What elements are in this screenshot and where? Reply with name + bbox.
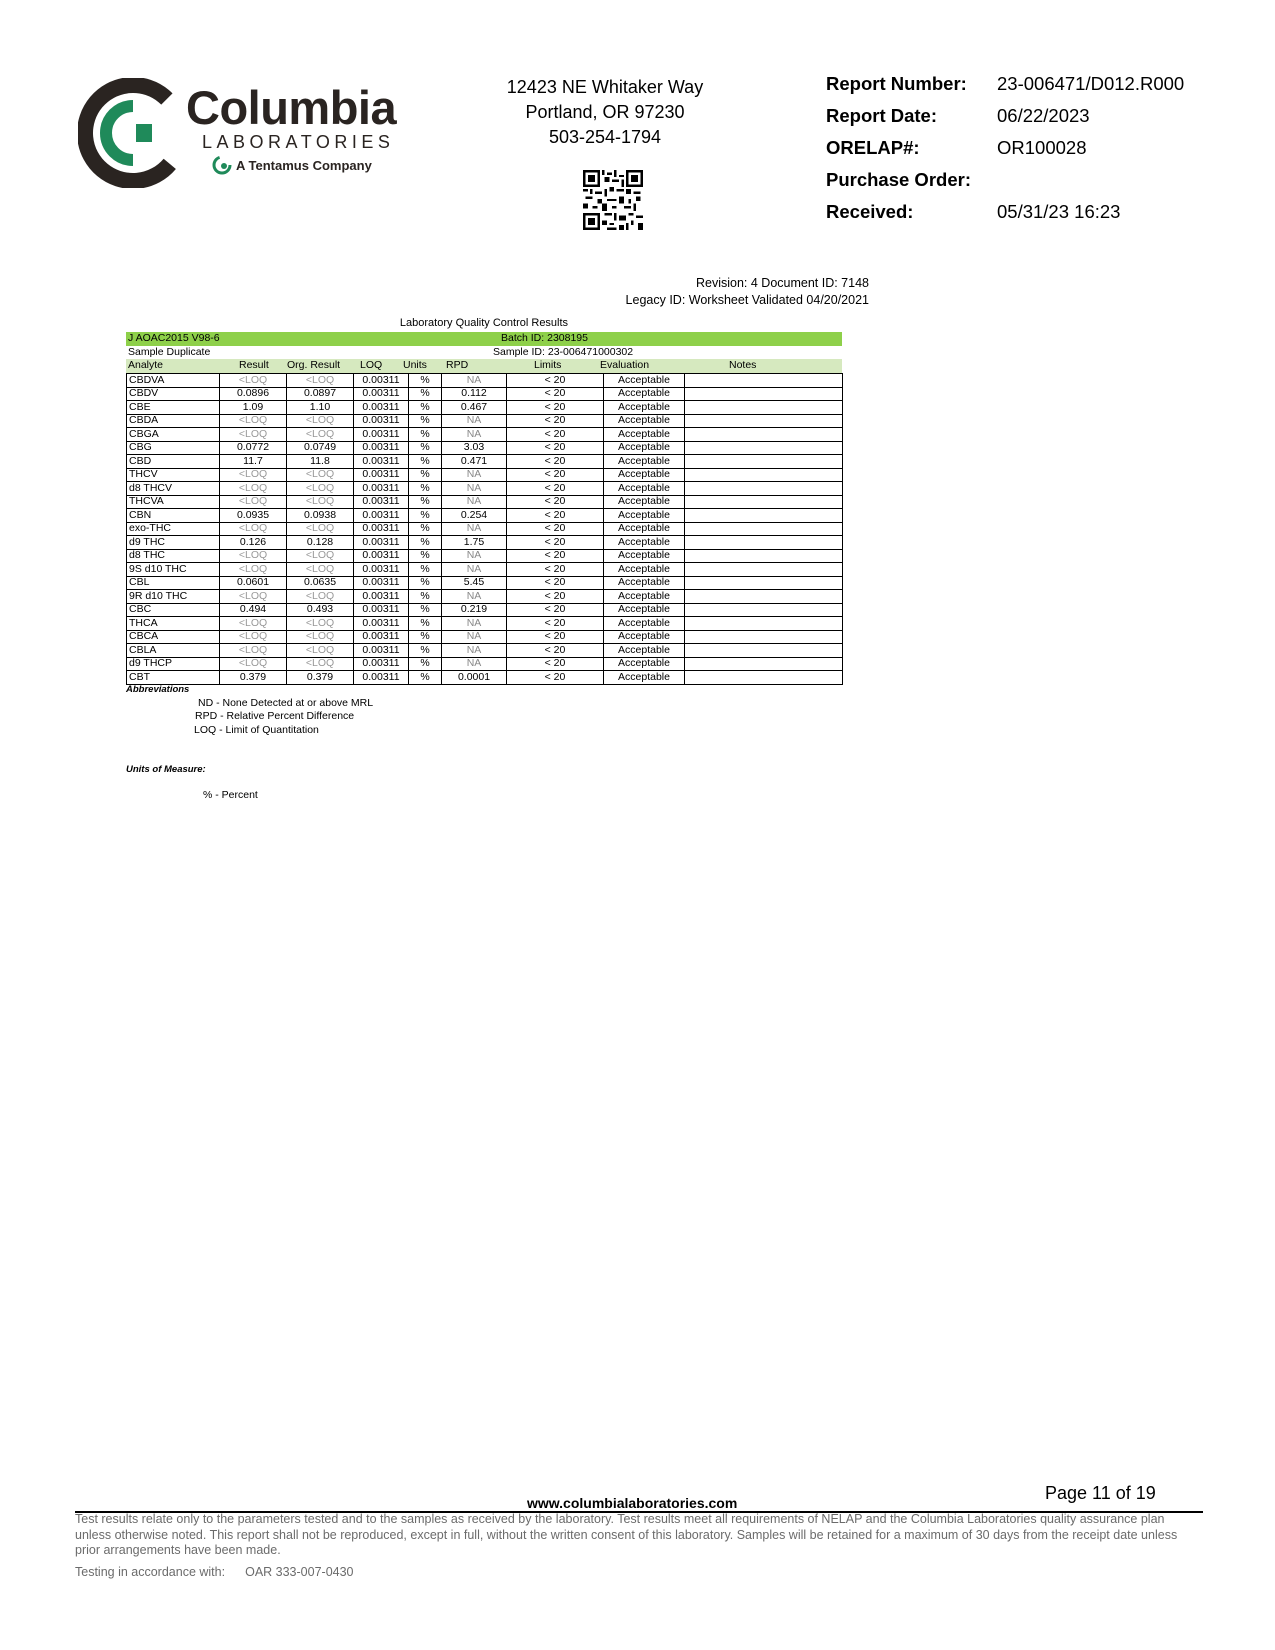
page-number: Page 11 of 19 xyxy=(1045,1483,1156,1503)
qc-cell-rpd: NA xyxy=(442,482,507,496)
qc-cell-org-result: 0.0749 xyxy=(287,441,354,455)
qc-cell-loq: 0.00311 xyxy=(354,630,409,644)
report-info-label: Report Number: xyxy=(826,73,967,94)
qc-cell-analyte: CBCA xyxy=(127,630,220,644)
qc-cell-result: <LOQ xyxy=(220,468,287,482)
qc-cell-units: % xyxy=(409,536,442,550)
qc-cell-org-result: <LOQ xyxy=(287,644,354,658)
qc-cell-notes xyxy=(685,644,843,658)
qc-cell-org-result: 1.10 xyxy=(287,401,354,415)
qc-cell-analyte: CBC xyxy=(127,603,220,617)
qc-cell-rpd: NA xyxy=(442,414,507,428)
testing-accordance xyxy=(75,1565,354,1579)
qc-cell-org-result: 11.8 xyxy=(287,455,354,469)
qc-cell-analyte: CBT xyxy=(127,671,220,685)
qc-cell-loq: 0.00311 xyxy=(354,482,409,496)
qc-cell-notes xyxy=(685,387,843,401)
table-row xyxy=(127,414,843,428)
qc-cell-org-result: <LOQ xyxy=(287,563,354,577)
qc-cell-notes xyxy=(685,522,843,536)
qc-cell-loq: 0.00311 xyxy=(354,414,409,428)
qc-column-header: Limits xyxy=(534,359,562,371)
qc-cell-limits: < 20 xyxy=(507,644,604,658)
qc-cell-limits: < 20 xyxy=(507,563,604,577)
qc-cell-notes xyxy=(685,671,843,685)
qc-cell-result: 11.7 xyxy=(220,455,287,469)
table-row xyxy=(127,644,843,658)
qc-cell-notes xyxy=(685,630,843,644)
qc-cell-limits: < 20 xyxy=(507,630,604,644)
qc-method: J AOAC2015 V98-6 xyxy=(128,332,220,344)
qc-cell-limits: < 20 xyxy=(507,549,604,563)
qc-cell-notes xyxy=(685,563,843,577)
qc-cell-analyte: CBDVA xyxy=(127,374,220,388)
website-link[interactable]: www.columbialaboratories.com xyxy=(527,1495,738,1511)
qc-cell-limits: < 20 xyxy=(507,428,604,442)
qc-cell-notes xyxy=(685,414,843,428)
qc-cell-notes xyxy=(685,374,843,388)
qc-cell-org-result: <LOQ xyxy=(287,630,354,644)
report-info-label: Received: xyxy=(826,201,914,222)
qc-column-header: Units xyxy=(403,359,427,371)
qc-cell-loq: 0.00311 xyxy=(354,509,409,523)
qc-cell-evaluation: Acceptable xyxy=(604,590,685,604)
qc-cell-org-result: 0.0938 xyxy=(287,509,354,523)
qc-cell-units: % xyxy=(409,590,442,604)
qc-cell-rpd: NA xyxy=(442,617,507,631)
qc-cell-rpd: NA xyxy=(442,495,507,509)
qc-cell-units: % xyxy=(409,455,442,469)
qc-cell-limits: < 20 xyxy=(507,455,604,469)
lab-address xyxy=(470,75,740,150)
table-row xyxy=(127,468,843,482)
qc-cell-analyte: CBG xyxy=(127,441,220,455)
qc-cell-org-result: <LOQ xyxy=(287,522,354,536)
qc-cell-units: % xyxy=(409,522,442,536)
table-row xyxy=(127,509,843,523)
qc-cell-notes xyxy=(685,549,843,563)
qc-cell-evaluation: Acceptable xyxy=(604,576,685,590)
testing-reference: OAR 333-007-0430 xyxy=(245,1565,354,1579)
testing-label: Testing in accordance with: xyxy=(75,1565,226,1579)
qc-cell-loq: 0.00311 xyxy=(354,576,409,590)
qc-cell-notes xyxy=(685,657,843,671)
qc-cell-evaluation: Acceptable xyxy=(604,509,685,523)
logo-name: Columbia xyxy=(186,81,397,134)
qc-cell-analyte: CBN xyxy=(127,509,220,523)
qc-cell-loq: 0.00311 xyxy=(354,468,409,482)
qc-cell-limits: < 20 xyxy=(507,603,604,617)
qc-cell-evaluation: Acceptable xyxy=(604,644,685,658)
qc-cell-loq: 0.00311 xyxy=(354,536,409,550)
qc-cell-notes xyxy=(685,617,843,631)
table-row xyxy=(127,401,843,415)
table-row xyxy=(127,657,843,671)
qc-column-header: LOQ xyxy=(360,359,383,371)
qc-cell-org-result: <LOQ xyxy=(287,482,354,496)
qc-column-headers xyxy=(126,359,842,373)
qc-cell-units: % xyxy=(409,576,442,590)
qc-cell-evaluation: Acceptable xyxy=(604,495,685,509)
qc-cell-limits: < 20 xyxy=(507,590,604,604)
qc-cell-limits: < 20 xyxy=(507,374,604,388)
columbia-logo-icon xyxy=(78,78,188,188)
qc-cell-rpd: 0.0001 xyxy=(442,671,507,685)
qc-cell-notes xyxy=(685,428,843,442)
qc-cell-result: <LOQ xyxy=(220,482,287,496)
qc-cell-evaluation: Acceptable xyxy=(604,428,685,442)
qc-cell-rpd: NA xyxy=(442,563,507,577)
qc-cell-org-result: <LOQ xyxy=(287,590,354,604)
address-line-2: Portland, OR 97230 xyxy=(525,102,685,122)
qc-cell-limits: < 20 xyxy=(507,576,604,590)
qc-cell-loq: 0.00311 xyxy=(354,387,409,401)
table-row xyxy=(127,428,843,442)
qc-cell-loq: 0.00311 xyxy=(354,455,409,469)
qc-cell-analyte: CBDA xyxy=(127,414,220,428)
qc-cell-loq: 0.00311 xyxy=(354,644,409,658)
report-info-value: 23-006471/D012.R000 xyxy=(997,73,1185,94)
qc-cell-limits: < 20 xyxy=(507,441,604,455)
table-row xyxy=(127,576,843,590)
table-row xyxy=(127,549,843,563)
qc-cell-units: % xyxy=(409,509,442,523)
qc-cell-notes xyxy=(685,468,843,482)
qc-cell-evaluation: Acceptable xyxy=(604,657,685,671)
qc-column-header: Org. Result xyxy=(287,359,341,371)
qc-method-band xyxy=(126,332,842,346)
report-info-label: ORELAP#: xyxy=(826,137,920,158)
qc-cell-result: 0.126 xyxy=(220,536,287,550)
qc-cell-limits: < 20 xyxy=(507,468,604,482)
qc-cell-loq: 0.00311 xyxy=(354,374,409,388)
qc-cell-rpd: NA xyxy=(442,644,507,658)
logo-tagline-text: A Tentamus Company xyxy=(236,157,372,173)
qc-cell-notes xyxy=(685,401,843,415)
qc-cell-units: % xyxy=(409,482,442,496)
qc-cell-evaluation: Acceptable xyxy=(604,563,685,577)
qc-results-table xyxy=(126,373,843,685)
qc-cell-result: <LOQ xyxy=(220,590,287,604)
qc-cell-units: % xyxy=(409,428,442,442)
qc-cell-evaluation: Acceptable xyxy=(604,468,685,482)
qc-cell-loq: 0.00311 xyxy=(354,603,409,617)
logo-tagline xyxy=(212,155,372,175)
qc-cell-limits: < 20 xyxy=(507,495,604,509)
qc-cell-result: 0.494 xyxy=(220,603,287,617)
abbreviation-nd: ND - None Detected at or above MRL xyxy=(198,697,374,709)
qc-cell-loq: 0.00311 xyxy=(354,671,409,685)
qc-cell-notes xyxy=(685,576,843,590)
qc-cell-result: <LOQ xyxy=(220,428,287,442)
qc-cell-result: <LOQ xyxy=(220,563,287,577)
qc-cell-org-result: <LOQ xyxy=(287,468,354,482)
report-info-value: OR100028 xyxy=(997,137,1087,158)
qc-cell-limits: < 20 xyxy=(507,671,604,685)
qc-cell-limits: < 20 xyxy=(507,509,604,523)
qc-cell-result: <LOQ xyxy=(220,644,287,658)
table-row xyxy=(127,387,843,401)
qc-cell-evaluation: Acceptable xyxy=(604,671,685,685)
qc-cell-rpd: NA xyxy=(442,657,507,671)
qc-cell-result: 0.379 xyxy=(220,671,287,685)
qc-cell-analyte: CBL xyxy=(127,576,220,590)
qc-cell-result: <LOQ xyxy=(220,522,287,536)
qc-cell-loq: 0.00311 xyxy=(354,441,409,455)
qc-cell-units: % xyxy=(409,414,442,428)
qc-cell-org-result: <LOQ xyxy=(287,617,354,631)
qc-cell-analyte: d8 THCV xyxy=(127,482,220,496)
table-row xyxy=(127,536,843,550)
qc-cell-limits: < 20 xyxy=(507,617,604,631)
qc-cell-units: % xyxy=(409,495,442,509)
qc-cell-result: 0.0935 xyxy=(220,509,287,523)
table-row xyxy=(127,522,843,536)
qc-cell-rpd: NA xyxy=(442,590,507,604)
qc-cell-result: 1.09 xyxy=(220,401,287,415)
qc-cell-org-result: 0.0897 xyxy=(287,387,354,401)
qc-cell-units: % xyxy=(409,374,442,388)
qc-cell-evaluation: Acceptable xyxy=(604,401,685,415)
qc-cell-loq: 0.00311 xyxy=(354,549,409,563)
qc-cell-rpd: 1.75 xyxy=(442,536,507,550)
qc-cell-limits: < 20 xyxy=(507,482,604,496)
qc-cell-evaluation: Acceptable xyxy=(604,374,685,388)
qc-cell-org-result: 0.379 xyxy=(287,671,354,685)
qc-cell-units: % xyxy=(409,657,442,671)
qc-cell-result: 0.0601 xyxy=(220,576,287,590)
qc-cell-org-result: <LOQ xyxy=(287,495,354,509)
qc-cell-evaluation: Acceptable xyxy=(604,414,685,428)
report-info-label: Purchase Order: xyxy=(826,169,971,190)
table-row xyxy=(127,495,843,509)
qc-cell-rpd: 0.112 xyxy=(442,387,507,401)
abbreviation-loq: LOQ - Limit of Quantitation xyxy=(194,724,319,736)
qc-cell-limits: < 20 xyxy=(507,414,604,428)
qc-cell-evaluation: Acceptable xyxy=(604,549,685,563)
report-info-value: 06/22/2023 xyxy=(997,105,1090,126)
unit-percent: % - Percent xyxy=(203,789,258,801)
qc-cell-org-result: 0.128 xyxy=(287,536,354,550)
qc-cell-rpd: NA xyxy=(442,522,507,536)
table-row xyxy=(127,374,843,388)
qc-cell-loq: 0.00311 xyxy=(354,428,409,442)
qc-cell-evaluation: Acceptable xyxy=(604,522,685,536)
qc-cell-analyte: CBE xyxy=(127,401,220,415)
qc-cell-analyte: THCV xyxy=(127,468,220,482)
qc-cell-result: <LOQ xyxy=(220,374,287,388)
abbreviation-rpd: RPD - Relative Percent Difference xyxy=(195,710,355,722)
table-row xyxy=(127,441,843,455)
qc-cell-units: % xyxy=(409,603,442,617)
qc-cell-units: % xyxy=(409,644,442,658)
qc-cell-limits: < 20 xyxy=(507,522,604,536)
qc-column-header: RPD xyxy=(446,359,469,371)
logo-subtitle: LABORATORIES xyxy=(202,132,395,152)
qc-title: Laboratory Quality Control Results xyxy=(399,317,569,329)
qc-cell-evaluation: Acceptable xyxy=(604,603,685,617)
qc-cell-rpd: 3.03 xyxy=(442,441,507,455)
qc-cell-notes xyxy=(685,603,843,617)
qc-cell-rpd: 0.467 xyxy=(442,401,507,415)
qc-cell-units: % xyxy=(409,563,442,577)
qc-cell-analyte: 9R d10 THC xyxy=(127,590,220,604)
qc-column-header: Evaluation xyxy=(600,359,650,371)
qc-cell-rpd: 0.219 xyxy=(442,603,507,617)
qc-cell-rpd: 5.45 xyxy=(442,576,507,590)
table-row xyxy=(127,563,843,577)
qc-cell-org-result: <LOQ xyxy=(287,428,354,442)
qc-cell-evaluation: Acceptable xyxy=(604,455,685,469)
qc-cell-loq: 0.00311 xyxy=(354,522,409,536)
qc-cell-units: % xyxy=(409,617,442,631)
table-row xyxy=(127,630,843,644)
qc-cell-notes xyxy=(685,495,843,509)
table-row xyxy=(127,590,843,604)
qc-cell-units: % xyxy=(409,401,442,415)
qc-batch-id: Batch ID: 2308195 xyxy=(501,332,588,344)
footer-disclaimer: Test results relate only to the parameters tested and to the samples as received by the laboratory. Test results meet all requirements of NELAP and the Columbia Laboratories quality assurance plan unless otherwise noted. This report shall not be reproduced, except in full, without the written consent of this laboratory. Samples will be retained for a maximum of 30 days from the receipt date unless prior arrangements have been made. xyxy=(75,1512,1178,1557)
qc-cell-notes xyxy=(685,455,843,469)
qc-cell-analyte: CBDV xyxy=(127,387,220,401)
qc-cell-result: 0.0772 xyxy=(220,441,287,455)
qc-cell-org-result: <LOQ xyxy=(287,414,354,428)
qc-sample-id: Sample ID: 23-006471000302 xyxy=(493,346,634,358)
qc-cell-notes xyxy=(685,509,843,523)
qc-cell-evaluation: Acceptable xyxy=(604,387,685,401)
qc-cell-result: <LOQ xyxy=(220,657,287,671)
qc-cell-org-result: <LOQ xyxy=(287,374,354,388)
tentamus-icon xyxy=(212,155,232,175)
qc-cell-rpd: 0.254 xyxy=(442,509,507,523)
qc-column-header: Notes xyxy=(729,359,757,371)
qc-cell-org-result: <LOQ xyxy=(287,549,354,563)
qc-cell-org-result: 0.493 xyxy=(287,603,354,617)
qc-cell-loq: 0.00311 xyxy=(354,617,409,631)
qc-cell-analyte: THCA xyxy=(127,617,220,631)
qc-cell-analyte: d8 THC xyxy=(127,549,220,563)
qc-cell-evaluation: Acceptable xyxy=(604,441,685,455)
qc-cell-org-result: 0.0635 xyxy=(287,576,354,590)
qr-code-icon xyxy=(583,170,643,230)
qc-cell-notes xyxy=(685,441,843,455)
qc-column-header: Analyte xyxy=(128,359,164,371)
qc-cell-notes xyxy=(685,590,843,604)
report-info-value: 05/31/23 16:23 xyxy=(997,201,1121,222)
qc-cell-units: % xyxy=(409,387,442,401)
table-row xyxy=(127,482,843,496)
qc-cell-loq: 0.00311 xyxy=(354,590,409,604)
legacy-id-line: Legacy ID: Worksheet Validated 04/20/2021 xyxy=(625,293,869,307)
qc-cell-result: <LOQ xyxy=(220,630,287,644)
qc-cell-result: <LOQ xyxy=(220,549,287,563)
qc-cell-result: <LOQ xyxy=(220,617,287,631)
units-of-measure-title: Units of Measure: xyxy=(126,764,206,775)
qc-cell-analyte: d9 THC xyxy=(127,536,220,550)
qc-cell-analyte: CBD xyxy=(127,455,220,469)
qc-cell-loq: 0.00311 xyxy=(354,401,409,415)
qc-cell-notes xyxy=(685,482,843,496)
qc-cell-rpd: NA xyxy=(442,630,507,644)
report-info-label: Report Date: xyxy=(826,105,938,126)
revision-line: Revision: 4 Document ID: 7148 xyxy=(695,276,869,290)
qc-column-header: Result xyxy=(239,359,269,371)
table-row xyxy=(127,603,843,617)
qc-cell-analyte: d9 THCP xyxy=(127,657,220,671)
address-line-1: 12423 NE Whitaker Way xyxy=(506,77,704,97)
qc-cell-evaluation: Acceptable xyxy=(604,617,685,631)
qc-cell-rpd: NA xyxy=(442,428,507,442)
qc-cell-units: % xyxy=(409,549,442,563)
qc-cell-analyte: exo-THC xyxy=(127,522,220,536)
table-row xyxy=(127,617,843,631)
qc-cell-units: % xyxy=(409,630,442,644)
qc-cell-rpd: NA xyxy=(442,374,507,388)
abbreviations-title: Abbreviations xyxy=(126,684,190,695)
qc-cell-limits: < 20 xyxy=(507,387,604,401)
qc-cell-org-result: <LOQ xyxy=(287,657,354,671)
qc-cell-loq: 0.00311 xyxy=(354,495,409,509)
table-row xyxy=(127,671,843,685)
qc-cell-analyte: THCVA xyxy=(127,495,220,509)
qc-cell-evaluation: Acceptable xyxy=(604,536,685,550)
qc-cell-rpd: NA xyxy=(442,468,507,482)
company-logo xyxy=(78,78,408,188)
qc-cell-units: % xyxy=(409,671,442,685)
qc-cell-rpd: NA xyxy=(442,549,507,563)
qc-cell-rpd: 0.471 xyxy=(442,455,507,469)
qc-sample-type: Sample Duplicate xyxy=(128,346,211,358)
qc-cell-analyte: CBLA xyxy=(127,644,220,658)
qc-cell-units: % xyxy=(409,468,442,482)
qc-cell-notes xyxy=(685,536,843,550)
qc-cell-limits: < 20 xyxy=(507,401,604,415)
qc-cell-result: <LOQ xyxy=(220,414,287,428)
qc-cell-result: <LOQ xyxy=(220,495,287,509)
table-row xyxy=(127,455,843,469)
qc-sample-row xyxy=(126,346,842,359)
qc-cell-limits: < 20 xyxy=(507,536,604,550)
qc-cell-analyte: CBGA xyxy=(127,428,220,442)
revision-info xyxy=(626,275,869,309)
qc-cell-units: % xyxy=(409,441,442,455)
qc-cell-limits: < 20 xyxy=(507,657,604,671)
qc-cell-result: 0.0896 xyxy=(220,387,287,401)
qc-cell-loq: 0.00311 xyxy=(354,563,409,577)
qc-cell-analyte: 9S d10 THC xyxy=(127,563,220,577)
qc-cell-loq: 0.00311 xyxy=(354,657,409,671)
qc-cell-evaluation: Acceptable xyxy=(604,630,685,644)
address-phone: 503-254-1794 xyxy=(548,127,662,147)
qc-cell-evaluation: Acceptable xyxy=(604,482,685,496)
